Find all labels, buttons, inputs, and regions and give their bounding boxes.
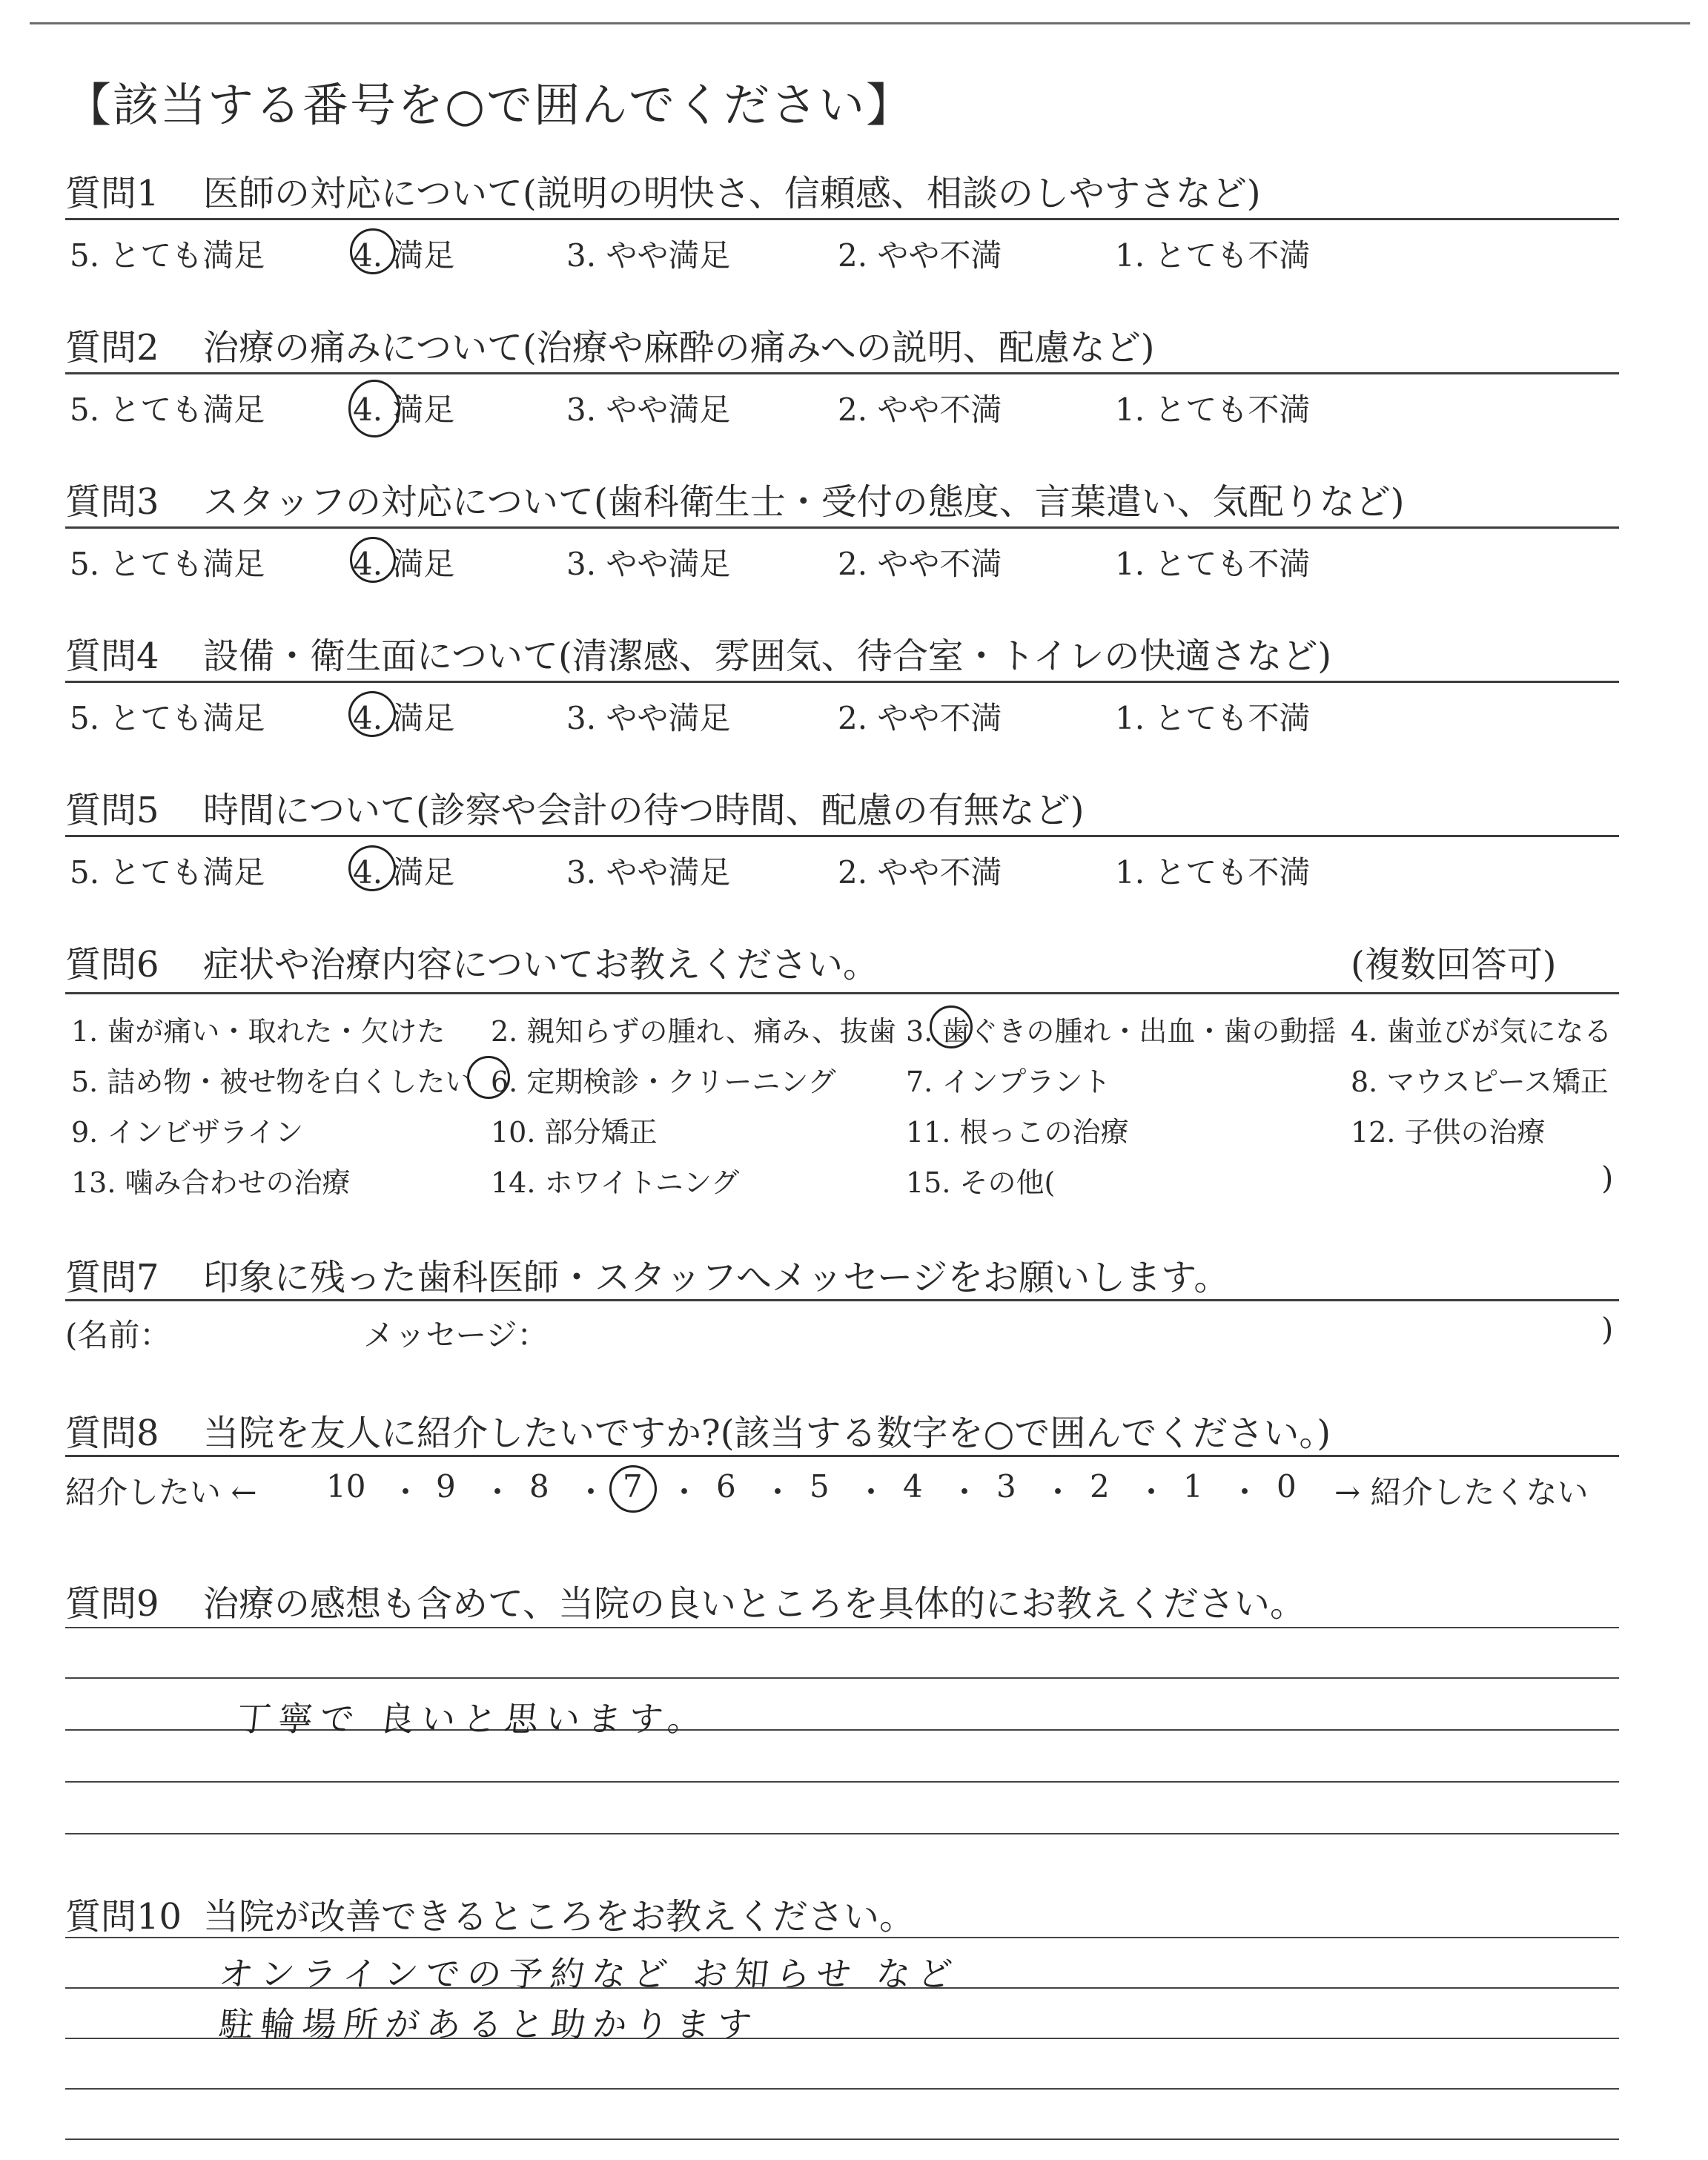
scale-right-label: → 紹介したくない — [1334, 1474, 1589, 1510]
question-text: 時間について(診察や会計の待つ時間、配慮の有無など) — [203, 790, 1085, 831]
question-4 — [65, 627, 1331, 678]
question-7 — [65, 1249, 1229, 1300]
scale-3[interactable]: 3 — [996, 1468, 1016, 1505]
q5-option-5[interactable]: 5. とても満足 — [70, 854, 265, 891]
q3-option-1[interactable]: 1. とても不満 — [1115, 546, 1311, 582]
name-label: (名前： — [65, 1317, 171, 1353]
q4-option-2[interactable]: 2. やや不満 — [838, 700, 1002, 736]
scale-dot: ・ — [390, 1474, 422, 1510]
q3-option-2[interactable]: 2. やや不満 — [838, 546, 1002, 582]
answer-line — [65, 1937, 1619, 1938]
answer-line — [65, 1781, 1619, 1783]
selection-circle — [348, 380, 400, 437]
divider — [65, 1455, 1619, 1457]
scale-dot: ・ — [762, 1474, 794, 1510]
question-5 — [65, 782, 1085, 833]
answer-line — [65, 2088, 1619, 2090]
question-number: 質問4 — [65, 635, 159, 677]
q3-option-5[interactable]: 5. とても満足 — [70, 546, 265, 582]
scale-dot: ・ — [1042, 1474, 1074, 1510]
q4-option-1[interactable]: 1. とても不満 — [1115, 700, 1311, 736]
question-text: 当院が改善できるところをお教えください。 — [203, 1896, 916, 1938]
q1-option-4[interactable]: 4. 満足 — [353, 237, 455, 274]
q6-option-3[interactable]: 3. 歯ぐきの腫れ・出血・歯の動揺 — [906, 1015, 1337, 1048]
q2-option-5[interactable]: 5. とても満足 — [70, 392, 265, 428]
instruction-header: 【該当する番号を○で囲んでください】 — [65, 78, 914, 132]
q6-option-11[interactable]: 11. 根っこの治療 — [906, 1116, 1129, 1149]
selection-circle — [350, 228, 396, 274]
selection-circle — [348, 691, 396, 737]
divider — [65, 218, 1619, 220]
q2-option-1[interactable]: 1. とても不満 — [1115, 392, 1311, 428]
scale-5[interactable]: 5 — [810, 1468, 830, 1505]
q5-option-1[interactable]: 1. とても不満 — [1115, 854, 1311, 891]
question-text: 治療の痛みについて(治療や麻酔の痛みへの説明、配慮など) — [203, 327, 1155, 369]
question-text: 治療の感想も含めて、当院の良いところを具体的にお教えください。 — [203, 1583, 1306, 1625]
divider — [65, 992, 1619, 994]
answer-line — [65, 1677, 1619, 1679]
handwritten-answer: オンラインでの予約など お知らせ など — [216, 1954, 962, 1994]
scale-8[interactable]: 8 — [529, 1468, 549, 1505]
q6-option-4[interactable]: 4. 歯並びが気になる — [1351, 1015, 1612, 1048]
q2-option-3[interactable]: 3. やや満足 — [566, 392, 731, 428]
q3-option-4[interactable]: 4. 満足 — [353, 546, 455, 582]
question-6 — [65, 936, 878, 987]
q6-option-10[interactable]: 10. 部分矯正 — [491, 1116, 658, 1149]
q1-option-1[interactable]: 1. とても不満 — [1115, 237, 1311, 274]
scale-dot: ・ — [669, 1474, 701, 1510]
scale-dot: ・ — [482, 1474, 514, 1510]
question-number: 質問9 — [65, 1583, 159, 1625]
handwritten-answer: 丁寧で 良いと思います。 — [234, 1699, 712, 1739]
scale-dot: ・ — [1229, 1474, 1261, 1510]
close-paren: ) — [1601, 1160, 1614, 1196]
question-text: 医師の対応について(説明の明快さ、信頼感、相談のしやすさなど) — [203, 173, 1261, 214]
divider — [65, 835, 1619, 837]
selection-circle — [467, 1056, 510, 1099]
selection-circle — [348, 845, 396, 891]
q5-option-2[interactable]: 2. やや不満 — [838, 854, 1002, 891]
question-text: 印象に残った歯科医師・スタッフへメッセージをお願いします。 — [203, 1257, 1230, 1298]
q6-option-2[interactable]: 2. 親知らずの腫れ、痛み、抜歯 — [491, 1015, 896, 1048]
question-number: 質問7 — [65, 1257, 159, 1298]
q6-option-6[interactable]: 6. 定期検診・クリーニング — [491, 1066, 836, 1098]
scale-10[interactable]: 10 — [326, 1468, 366, 1505]
scale-4[interactable]: 4 — [903, 1468, 923, 1505]
q4-option-4[interactable]: 4. 満足 — [353, 700, 455, 736]
question-text: スタッフの対応について(歯科衛生士・受付の態度、言葉遣い、気配りなど) — [203, 481, 1405, 523]
divider — [65, 526, 1619, 529]
divider — [65, 681, 1619, 683]
question-10 — [65, 1888, 915, 1939]
scale-6[interactable]: 6 — [716, 1468, 736, 1505]
scale-2[interactable]: 2 — [1090, 1468, 1110, 1505]
answer-line — [65, 2138, 1619, 2140]
q6-option-12[interactable]: 12. 子供の治療 — [1351, 1116, 1546, 1149]
q6-option-1[interactable]: 1. 歯が痛い・取れた・欠けた — [71, 1015, 446, 1048]
question-number: 質問10 — [65, 1896, 182, 1938]
q6-option-13[interactable]: 13. 噛み合わせの治療 — [71, 1166, 351, 1199]
divider — [65, 372, 1619, 374]
scale-dot: ・ — [1136, 1474, 1168, 1510]
q6-option-14[interactable]: 14. ホワイトニング — [491, 1166, 740, 1199]
q6-option-8[interactable]: 8. マウスピース矯正 — [1351, 1066, 1609, 1098]
selection-circle — [609, 1465, 657, 1513]
divider — [65, 1299, 1619, 1301]
q6-option-15[interactable]: 15. その他( — [906, 1166, 1056, 1199]
q4-option-3[interactable]: 3. やや満足 — [566, 700, 731, 736]
q2-option-4[interactable]: 4. 満足 — [353, 392, 455, 428]
close-paren: ) — [1601, 1311, 1614, 1347]
question-number: 質問8 — [65, 1413, 159, 1454]
q5-option-3[interactable]: 3. やや満足 — [566, 854, 731, 891]
question-number: 質問5 — [65, 790, 159, 831]
question-1 — [65, 165, 1261, 216]
question-text: 症状や治療内容についてお教えください。 — [203, 944, 879, 985]
selection-circle — [350, 537, 396, 583]
handwritten-answer: 駐輪場所があると助かります — [216, 2004, 761, 2044]
scale-1[interactable]: 1 — [1183, 1468, 1203, 1505]
scale-left-label: 紹介したい ← — [65, 1474, 257, 1510]
scale-dot: ・ — [575, 1474, 607, 1510]
answer-line — [65, 1833, 1619, 1834]
q4-option-5[interactable]: 5. とても満足 — [70, 700, 265, 736]
selection-circle — [930, 1005, 973, 1048]
message-label: メッセージ： — [363, 1317, 549, 1353]
question-number: 質問3 — [65, 481, 159, 523]
question-number: 質問1 — [65, 173, 159, 214]
top-border — [30, 22, 1690, 24]
scale-0[interactable]: 0 — [1277, 1468, 1297, 1505]
q1-option-3[interactable]: 3. やや満足 — [566, 237, 731, 274]
q1-option-2[interactable]: 2. やや不満 — [838, 237, 1002, 274]
scale-dot: ・ — [949, 1474, 981, 1510]
scale-dot: ・ — [855, 1474, 887, 1510]
question-text: 設備・衛生面について(清潔感、雰囲気、待合室・トイレの快適さなど) — [203, 635, 1332, 677]
q5-option-4[interactable]: 4. 満足 — [353, 854, 455, 891]
q2-option-2[interactable]: 2. やや不満 — [838, 392, 1002, 428]
question-3 — [65, 473, 1405, 524]
question-number: 質問2 — [65, 327, 159, 369]
q3-option-3[interactable]: 3. やや満足 — [566, 546, 731, 582]
multiple-answer-note: (複数回答可) — [1351, 944, 1557, 985]
q6-option-9[interactable]: 9. インビザライン — [71, 1116, 304, 1149]
question-text: 当院を友人に紹介したいですか?(該当する数字を○で囲んでください。) — [203, 1413, 1331, 1454]
scale-9[interactable]: 9 — [436, 1468, 456, 1505]
question-number: 質問6 — [65, 944, 159, 985]
question-8 — [65, 1404, 1331, 1456]
question-9 — [65, 1575, 1305, 1626]
scale-7[interactable]: 7 — [623, 1468, 643, 1505]
q6-option-7[interactable]: 7. インプラント — [906, 1066, 1111, 1098]
q1-option-5[interactable]: 5. とても満足 — [70, 237, 265, 274]
answer-line — [65, 1627, 1619, 1628]
question-2 — [65, 319, 1155, 370]
q6-option-5[interactable]: 5. 詰め物・被せ物を白くしたい — [71, 1066, 474, 1098]
